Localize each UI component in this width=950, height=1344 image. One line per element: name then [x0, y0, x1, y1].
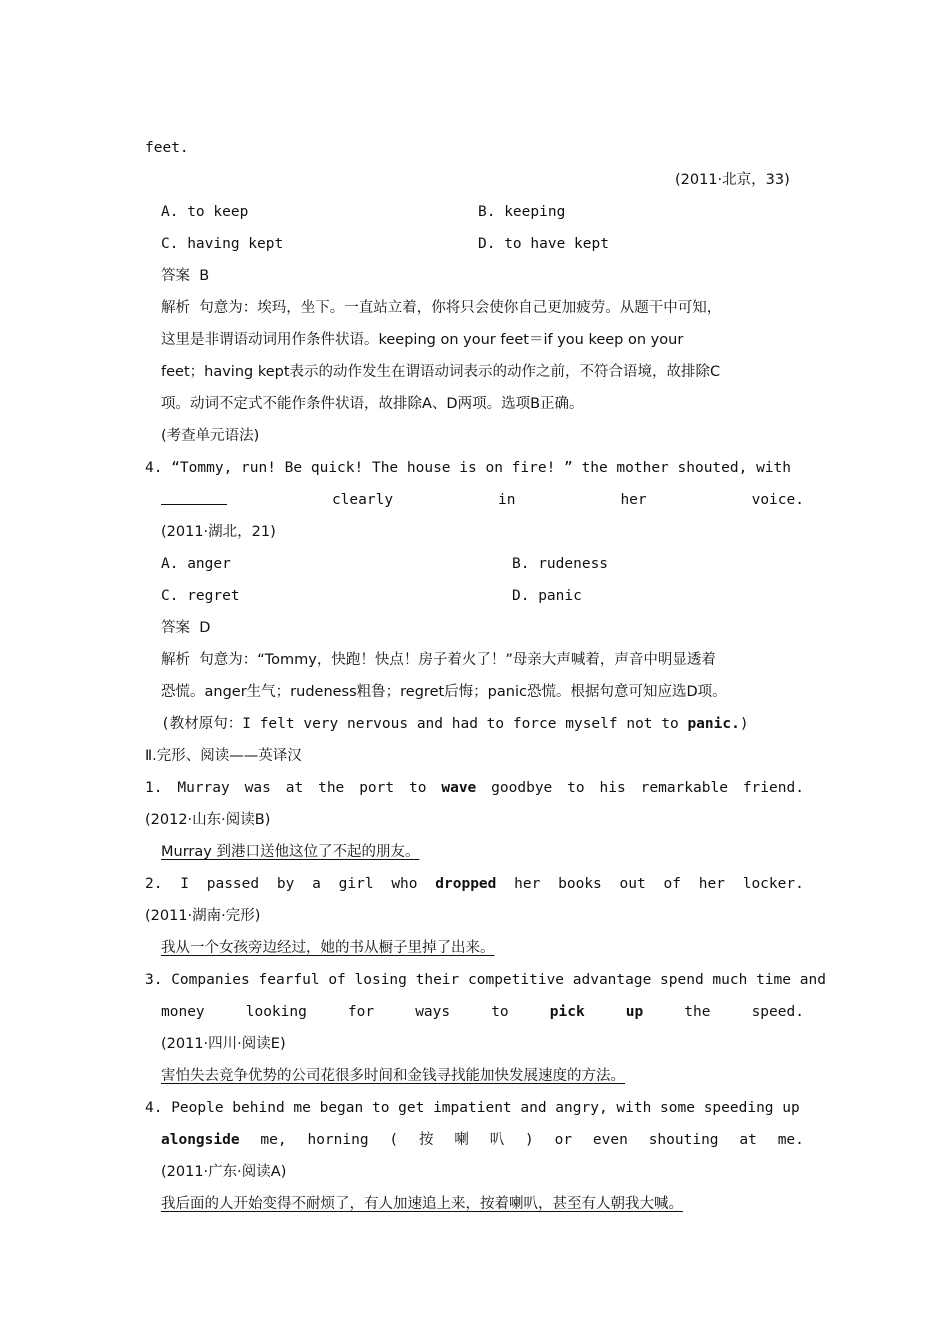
word: 按: [419, 1132, 434, 1148]
option-b: B. rudeness: [512, 556, 609, 572]
word: 2.: [145, 876, 163, 892]
analysis-line: 恐慌。anger生气；rudeness粗鲁；regret后悔；panic恐慌。根据句意可知应选D项。: [161, 684, 727, 700]
keyword: alongside: [161, 1132, 240, 1148]
option-d: D. panic: [512, 588, 582, 604]
answer-line: 答案 D: [161, 620, 211, 636]
word: her: [620, 492, 647, 508]
word: her: [514, 876, 541, 892]
word: or: [554, 1132, 573, 1148]
question-text: feet.: [145, 140, 189, 156]
word: was: [244, 780, 271, 796]
analysis-line: feet；having kept表示的动作发生在谓语动词表示的动作之前，不符合语境，故排除C: [161, 364, 721, 380]
word: horning: [307, 1132, 369, 1148]
section-heading: Ⅱ.完形、阅读——英译汉: [145, 748, 302, 764]
word: for: [347, 1004, 375, 1020]
analysis-line: 解析 句意为：埃玛，坐下。一直站立着，你将只会使你自己更加疲劳。从题干中可知，: [161, 300, 722, 316]
item-translation: Murray 到港口送他这位了不起的朋友。: [161, 844, 420, 860]
word: ): [525, 1132, 534, 1148]
item-translation: 害怕失去竞争优势的公司花很多时间和金钱寻找能加快发展速度的方法。: [161, 1068, 625, 1084]
word: of: [663, 876, 681, 892]
word: books: [558, 876, 602, 892]
word: her: [698, 876, 725, 892]
word: looking: [245, 1004, 307, 1020]
word: passed: [206, 876, 260, 892]
word: locker.: [742, 876, 804, 892]
item-translation: 我从一个女孩旁边经过，她的书从橱子里掉了出来。: [161, 940, 495, 956]
word: to: [491, 1004, 509, 1020]
question-source: (2011·湖北，21): [161, 524, 276, 540]
word: to: [567, 780, 585, 796]
word: money: [161, 1004, 205, 1020]
item-sentence-continued: [161, 1130, 804, 1150]
quote-text: ): [739, 716, 749, 732]
word: a: [312, 876, 321, 892]
option-d: D. to have kept: [478, 236, 609, 252]
question-text-justified: [161, 490, 804, 510]
keyword: pick: [549, 1004, 585, 1020]
item-sentence: 4. People behind me began to get impatient and angry, with some speeding up: [145, 1100, 800, 1116]
word: remarkable: [640, 780, 728, 796]
option-c: C. regret: [161, 588, 240, 604]
keyword: wave: [441, 780, 477, 796]
analysis-line: 项。动词不定式不能作条件状语，故排除A、D两项。选项B正确。: [161, 396, 584, 412]
word: his: [599, 780, 626, 796]
word: even: [592, 1132, 628, 1148]
answer-line: 答案 B: [161, 268, 210, 284]
word: who: [391, 876, 418, 892]
item-sentence: 3. Companies fearful of losing their competitive advantage spend much time and: [145, 972, 826, 988]
word: speed.: [751, 1004, 804, 1020]
word: port: [359, 780, 395, 796]
word: in: [498, 492, 516, 508]
word: me.: [777, 1132, 804, 1148]
option-b: B. keeping: [478, 204, 566, 220]
keyword: dropped: [435, 876, 497, 892]
answer-blank: [161, 490, 227, 505]
textbook-quote: [161, 714, 749, 734]
question-source: (2011·北京，33): [675, 172, 790, 188]
analysis-line: 解析 句意为：“Tommy，快跑！快点！房子着火了！”母亲大声喊着，声音中明显透着: [161, 652, 716, 668]
word: goodbye: [491, 780, 553, 796]
keyword: up: [625, 1004, 644, 1020]
word: I: [180, 876, 189, 892]
word: to: [409, 780, 427, 796]
word: girl: [338, 876, 374, 892]
word: clearly: [331, 492, 394, 508]
option-c: C. having kept: [161, 236, 284, 252]
word: friend.: [742, 780, 804, 796]
word: me,: [260, 1132, 287, 1148]
item-sentence-continued: [161, 1002, 804, 1022]
word: voice.: [751, 492, 804, 508]
word: Murray: [177, 780, 230, 796]
item-source: (2011·湖南·完形): [145, 908, 261, 924]
word: 1.: [145, 780, 163, 796]
word: 喇: [454, 1132, 469, 1148]
question-text: 4. “Tommy, run! Be quick! The house is on fire! ” the mother shouted, with: [145, 460, 792, 476]
quote-text: (教材原句：I felt very nervous and had to force myself not to: [161, 716, 688, 732]
word: shouting: [648, 1132, 719, 1148]
item-sentence: [145, 778, 804, 798]
quote-keyword: panic.: [687, 716, 740, 732]
word: the: [318, 780, 345, 796]
option-a: A. to keep: [161, 204, 249, 220]
word: 叭: [489, 1132, 505, 1148]
word: by: [276, 876, 295, 892]
item-translation: 我后面的人开始变得不耐烦了，有人加速追上来，按着喇叭，甚至有人朝我大喊。: [161, 1196, 683, 1212]
word: at: [739, 1132, 757, 1148]
word: out: [619, 876, 646, 892]
note-line: (考查单元语法): [161, 428, 260, 444]
word: (: [389, 1132, 399, 1148]
word: at: [285, 780, 304, 796]
word: ways: [415, 1004, 451, 1020]
item-source: (2012·山东·阅读B): [145, 812, 271, 828]
item-source: (2011·四川·阅读E): [161, 1036, 286, 1052]
item-sentence: [145, 874, 804, 894]
word: the: [684, 1004, 711, 1020]
analysis-line: 这里是非谓语动词用作条件状语。keeping on your feet＝if you keep on your: [161, 332, 684, 348]
option-a: A. anger: [161, 556, 231, 572]
item-source: (2011·广东·阅读A): [161, 1164, 287, 1180]
